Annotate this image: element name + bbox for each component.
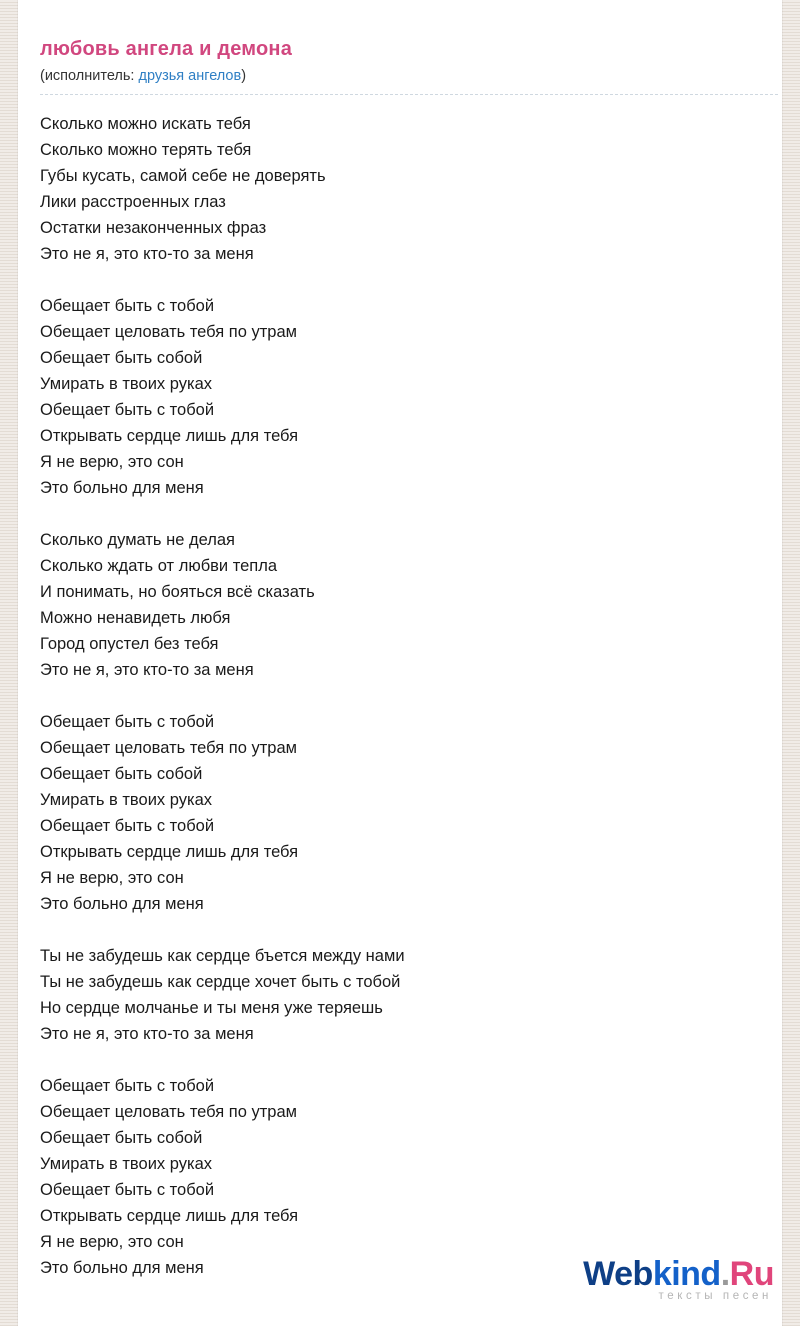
performer-suffix: ): [241, 68, 247, 84]
lyrics-line: Это не я, это кто-то за меня: [40, 1025, 254, 1043]
lyrics-line: Это больно для меня: [40, 1259, 204, 1277]
lyrics-line: Сколько думать не делая: [40, 531, 235, 549]
webkind-logo[interactable]: [583, 1256, 774, 1302]
page-title: любовь ангела и демона: [40, 38, 293, 60]
logo-subtitle: тексты песен: [658, 1290, 772, 1302]
lyrics-line: Открывать сердце лишь для тебя: [40, 427, 299, 445]
logo-web-text: Web: [583, 1255, 653, 1293]
lyrics-line: Я не верю, это сон: [40, 869, 184, 887]
lyrics-stanza: [40, 943, 760, 1047]
lyrics-line: И понимать, но бояться всё сказать: [40, 583, 315, 601]
lyrics-stanza: [40, 1073, 760, 1281]
lyrics-line: Умирать в твоих руках: [40, 375, 212, 393]
lyrics-line: Обещает быть с тобой: [40, 401, 215, 419]
lyrics-line: Обещает быть собой: [40, 349, 203, 367]
performer-link[interactable]: друзья ангелов: [138, 68, 242, 84]
lyrics-line: Обещает быть собой: [40, 1129, 203, 1147]
lyrics-line: Обещает быть с тобой: [40, 1077, 215, 1095]
lyrics-sheet: [18, 0, 782, 1326]
lyrics-line: Обещает быть с тобой: [40, 297, 215, 315]
lyrics-stanza: [40, 709, 760, 917]
lyrics-line: Я не верю, это сон: [40, 453, 184, 471]
lyrics-stanza: [40, 111, 760, 267]
lyrics-line: Умирать в твоих руках: [40, 791, 212, 809]
lyrics-line: Но сердце молчанье и ты меня уже теряешь: [40, 999, 383, 1017]
lyrics-line: Сколько ждать от любви тепла: [40, 557, 278, 575]
lyrics-line: Обещает целовать тебя по утрам: [40, 739, 297, 757]
lyrics-stanza: [40, 293, 760, 501]
performer-prefix: (исполнитель:: [40, 68, 139, 84]
lyrics-line: Обещает быть с тобой: [40, 817, 215, 835]
lyrics-stanza: [40, 527, 760, 683]
lyrics-line: Открывать сердце лишь для тебя: [40, 843, 299, 861]
logo-kind-text: kind: [652, 1255, 721, 1293]
lyrics-line: Обещает быть собой: [40, 765, 203, 783]
lyrics-line: Сколько можно терять тебя: [40, 141, 252, 159]
lyrics-line: Умирать в твоих руках: [40, 1155, 212, 1173]
logo-ru-text: Ru: [729, 1255, 774, 1293]
lyrics-line: Остатки незаконченных фраз: [40, 219, 267, 237]
lyrics-line: Это больно для меня: [40, 479, 204, 497]
performer-line: [40, 68, 778, 95]
lyrics-line: Обещает целовать тебя по утрам: [40, 1103, 297, 1121]
page-content: [40, 36, 760, 1307]
logo-dot-text: .: [720, 1255, 730, 1293]
lyrics-line: Я не верю, это сон: [40, 1233, 184, 1251]
lyrics-line: Лики расстроенных глаз: [40, 193, 226, 211]
lyrics-line: Это больно для меня: [40, 895, 204, 913]
lyrics-line: Обещает целовать тебя по утрам: [40, 323, 297, 341]
lyrics-line: Это не я, это кто-то за меня: [40, 661, 254, 679]
lyrics-line: Город опустел без тебя: [40, 635, 219, 653]
lyrics-body: [40, 111, 760, 1281]
lyrics-line: Обещает быть с тобой: [40, 1181, 215, 1199]
lyrics-line: Обещает быть с тобой: [40, 713, 215, 731]
lyrics-line: Сколько можно искать тебя: [40, 115, 251, 133]
lyrics-line: Можно ненавидеть любя: [40, 609, 231, 627]
lyrics-line: Ты не забудешь как сердце хочет быть с тобой: [40, 973, 401, 991]
logo-wordmark: [583, 1256, 774, 1292]
lyrics-line: Губы кусать, самой себе не доверять: [40, 167, 326, 185]
lyrics-line: Это не я, это кто-то за меня: [40, 245, 254, 263]
lyrics-line: Открывать сердце лишь для тебя: [40, 1207, 299, 1225]
lyrics-line: Ты не забудешь как сердце бъется между нами: [40, 947, 405, 965]
